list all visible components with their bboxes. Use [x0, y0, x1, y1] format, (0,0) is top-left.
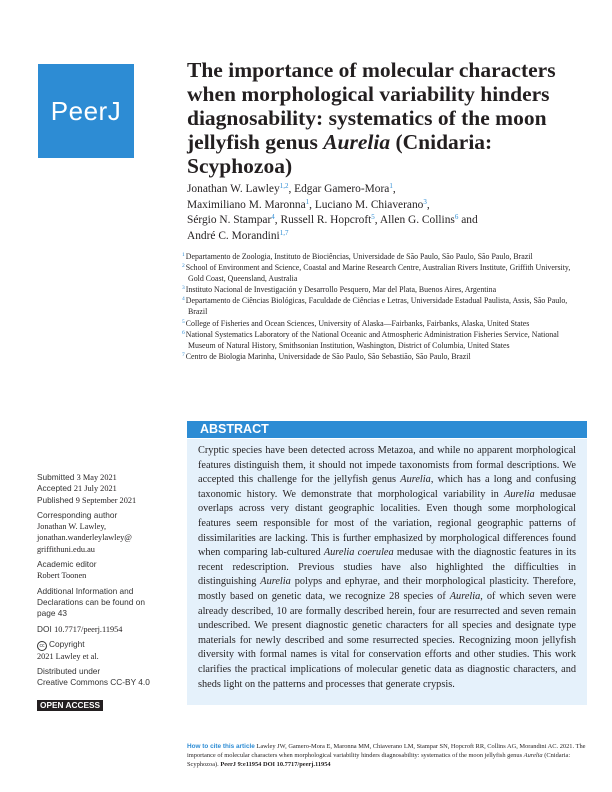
additional-info: Additional Information and Declarations can be found on page 43 — [37, 585, 145, 619]
affiliation: $^2$School of Environment and Science, Coastal and Marine Research Centre, Australian Rivers Institute, Griffith University, Gold Coast, Queensland, Australia — [182, 263, 571, 284]
article-sidebar — [37, 472, 177, 689]
author[interactable]: Jonathan W. Lawley$^{1,2}$ — [187, 182, 289, 195]
author[interactable]: Luciano M. Chiaverano$^3$ — [314, 197, 427, 211]
citation-journal: PeerJ 9:e11954 — [220, 761, 262, 768]
accepted-date: Accepted 21 July 2021 — [37, 483, 117, 494]
corresponding-author-label: Corresponding author — [37, 509, 118, 520]
title-genus: Aurelia — [323, 130, 391, 154]
open-access-badge: OPEN ACCESS — [37, 700, 103, 711]
submitted-date: Submitted 3 May 2021 — [37, 472, 117, 482]
article-title — [187, 58, 587, 178]
creative-commons-icon: cc — [37, 641, 47, 651]
distributed-label: Distributed under — [37, 666, 101, 677]
license-link[interactable]: Creative Commons CC-BY 4.0 — [37, 677, 150, 688]
author[interactable]: Sérgio N. Stampar$^4$ — [187, 213, 275, 226]
author[interactable]: Maximiliano M. Maronna$^1$ — [187, 197, 310, 211]
affiliation-list — [182, 251, 587, 362]
academic-editor-label: Academic editor — [37, 559, 97, 570]
author[interactable]: Allen G. Collins$^6$ — [379, 213, 459, 226]
abstract-text: Cryptic species have been detected across Metazoa, and while no apparent morphological features distinguish them, it should not impede taxonomists from formal descriptions. We accepted this challenge for the jellyfish genus Aurelia, which has a long and confusing taxonomic history. We demonstrate that morphological variability in Aurelia medusae overlaps across very distant geographic localities. Even though some morphological features seem responsible for most of the variation, regional geographic patterns of dissimilarities are lacking. This is further emphasized by morphological differences found when comparing lab-cultured Aurelia coerulea medusae with the diagnostic features in its recent redescription. Previous studies have also highlighted the difficulties in distinguishing Aurelia polyps and ephyrae, and their morphological plasticity. Therefore, mostly based on genetic data, we recognize 28 species of Aurelia, of which seven were already described, 10 are formally described herein, four are resurrected and seven remain undescribed. We present diagnostic genetic characters for all species and designate type materials for newly described and some resurrected species. Recognizing moon jellyfish diversity with formal names is vital for conservation efforts and other studies. This work clarifies the practical implications of molecular genetic data as diagnostic characters, and sheds light on the patterns and processes that generate crypsis. — [187, 439, 587, 705]
affiliation: $^5$College of Fisheries and Ocean Sciences, University of Alaska—Fairbanks, Fairbanks, Alaska, United States — [182, 318, 530, 328]
abstract-heading: ABSTRACT — [187, 421, 587, 438]
citation-doi[interactable]: DOI 10.7717/peerj.11954 — [261, 761, 331, 768]
title-main: The importance of molecular characters when morphological variability hinders diagnosability: systematics of the moon jellyfish genus — [187, 58, 556, 154]
affiliation: $^3$Instituto Nacional de Investigación y Desarrollo Pesquero, Mar del Plata, Buenos Aires, Argentina — [182, 285, 497, 295]
copyright-holder: 2021 Lawley et al. — [37, 651, 99, 661]
author-list: Jonathan W. Lawley$^{1,2}$, Edgar Gamero-Mora$^1$, Maximiliano M. Maronna$^1$, Luciano M. Chiaverano$^3$, Sérgio N. Stampar$^4$, Russell R. Hopcroft$^5$, Allen G. Collins$^6$ and André C. Morandini$^{1,7}$ — [187, 182, 478, 242]
author[interactable]: Edgar Gamero-Mora$^1$ — [294, 182, 393, 195]
doi[interactable]: DOI 10.7717/peerj.11954 — [37, 623, 123, 634]
author[interactable]: Russell R. Hopcroft$^5$ — [280, 213, 375, 226]
citation-label: How to cite this article — [187, 743, 255, 750]
peerj-logo — [38, 64, 134, 158]
affiliation: $^4$Departamento de Ciências Biológicas, Faculdade de Ciências e Letras, Universidade Estadual Paulista, Assis, São Paulo, Brazil — [182, 296, 568, 317]
peerj-logo-text: PeerJ — [50, 95, 122, 126]
affiliation: $^1$Departamento de Zoologia, Instituto de Biociências, Universidade de São Paulo, São Paulo, São Paulo, Brazil — [182, 252, 533, 261]
affiliation: $^7$Centro de Biologia Marinha, Universidade de São Paulo, São Sebastião, São Paulo, Brazil — [182, 351, 471, 361]
copyright-label: cc Copyright — [37, 639, 177, 651]
academic-editor-name: Robert Toonen — [37, 571, 87, 581]
published-date: Published 9 September 2021 — [37, 494, 137, 505]
corresponding-author-name: Jonathan W. Lawley, — [37, 522, 107, 532]
author[interactable]: André C. Morandini$^{1,7}$ — [187, 228, 289, 242]
title-tail: (Cnidaria: Scyphozoa) — [187, 130, 493, 178]
corresponding-email[interactable]: jonathan.wanderleylawley@ griffithuni.edu.au — [37, 533, 132, 554]
affiliation: $^6$National Systematics Laboratory of the National Oceanic and Atmospheric Administration Fisheries Service, National Museum of Natural History, Smithsonian Institution, Washington, District of Columbia, United States — [182, 329, 559, 350]
citation-footer: How to cite this article Lawley JW, Gamero-Mora E, Maronna MM, Chiaverano LM, Stampar SN, Hopcroft RR, Collins AG, Morandini AC. 2021. The importance of molecular characters when morphological variability hinders diagnosability: systematics of the moon jellyfish genus Aurelia (Cnidaria: Scyphozoa). PeerJ 9:e11954 DOI 10.7717/peerj.11954 — [187, 743, 586, 768]
